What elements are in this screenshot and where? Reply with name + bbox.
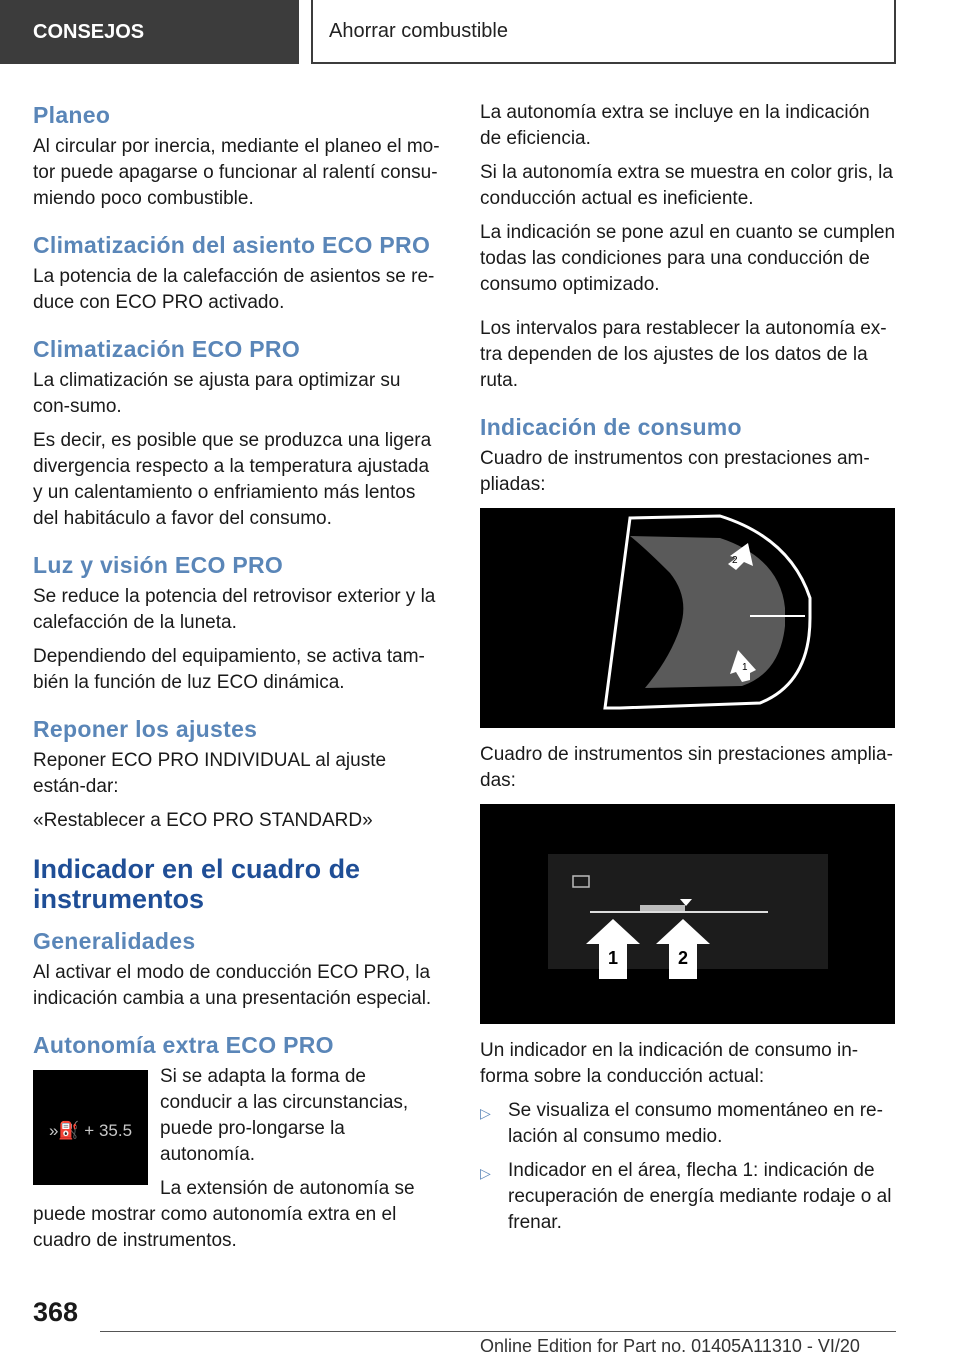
section-label: CONSEJOS <box>33 20 145 43</box>
chapter-title <box>311 0 896 64</box>
paragraph: «Restablecer a ECO PRO STANDARD» <box>33 810 373 831</box>
arrow-label: 2 <box>678 948 689 968</box>
paragraph: Un indicador en la indicación de consumo in-forma sobre la conducción actual: <box>480 1040 859 1087</box>
heading-autonomia: Autonomía extra ECO PRO <box>33 1032 334 1058</box>
edition-note: Online Edition for Part no. 01405A11310 - VI/20 <box>480 1336 860 1356</box>
heading-generalidades: Generalidades <box>33 928 196 954</box>
heading-luz: Luz y visión ECO PRO <box>33 552 284 578</box>
paragraph: La climatización se ajusta para optimizar su con-sumo. <box>33 370 401 417</box>
paragraph: Si la autonomía extra se muestra en color gris, la conducción actual es ineficiente. <box>480 162 893 209</box>
eco-range-readout: »⛽ + 35.5 <box>48 1121 133 1140</box>
paragraph: Al circular por inercia, mediante el planeo el mo-tor puede apagarse o funcionar al ralentí consu-miendo poco combustible. <box>33 136 440 209</box>
footer-divider <box>100 1331 896 1332</box>
heading-clima: Climatización ECO PRO <box>33 336 301 362</box>
heading-consumo: Indicación de consumo <box>480 414 742 440</box>
section-tab <box>0 0 299 64</box>
triangle-bullet-icon: ▷ <box>480 1105 491 1121</box>
cluster-extended-graphic <box>480 508 895 728</box>
heading-planeo: Planeo <box>33 102 111 128</box>
heading-asiento: Climatización del asiento ECO PRO <box>33 232 431 258</box>
arrow-label: 1 <box>608 948 619 968</box>
paragraph: Al activar el modo de conducción ECO PRO, la indicación cambia a una presentación especial. <box>33 962 432 1009</box>
paragraph: Cuadro de instrumentos con prestaciones am-pliadas: <box>480 448 870 495</box>
heading-indicador: Indicador en el cuadro de instrumentos <box>33 854 361 914</box>
eco-range-display-image <box>33 1070 148 1185</box>
list-item-text: Indicador en el área, flecha 1: indicación de recuperación de energía mediante rodaje o al frenar. <box>508 1160 892 1233</box>
paragraph: La extensión de autonomía se puede mostrar como autonomía extra en el cuadro de instrumentos. <box>33 1178 415 1251</box>
paragraph: Cuadro de instrumentos sin prestaciones amplia-das: <box>480 744 893 791</box>
heading-reponer: Reponer los ajustes <box>33 716 258 742</box>
page-number: 368 <box>33 1297 79 1327</box>
paragraph: Si se adapta la forma de conducir a las circunstancias, puede pro-longarse la autonomía. <box>160 1066 409 1165</box>
triangle-bullet-icon: ▷ <box>480 1165 491 1181</box>
paragraph: La potencia de la calefacción de asientos se re-duce con ECO PRO activado. <box>33 266 435 313</box>
list-item <box>480 1098 896 1150</box>
paragraph: Reponer ECO PRO INDIVIDUAL al ajuste están-dar: <box>33 750 387 797</box>
right-column <box>480 100 896 1244</box>
paragraph: Se reduce la potencia del retrovisor exterior y la calefacción de la luneta. <box>33 586 436 633</box>
arrow-label: 2 <box>732 555 738 566</box>
paragraph: Los intervalos para restablecer la autonomía ex-tra dependen de los ajustes de los datos de la ruta. <box>480 318 887 391</box>
paragraph: Es decir, es posible que se produzca una ligera divergencia respecto a la temperatura ajustada y un calentamiento o enfriamiento más lentos del habitáculo a favor del consumo. <box>33 430 432 529</box>
paragraph: La indicación se pone azul en cuanto se cumplen todas las condiciones para una conducción de consumo optimizado. <box>480 222 896 295</box>
chapter-title-text: Ahorrar combustible <box>329 19 508 42</box>
cluster-standard-graphic <box>480 804 895 1024</box>
left-column <box>33 100 441 1262</box>
autonomia-block <box>33 1064 441 1254</box>
cluster-extended-figure <box>480 508 895 728</box>
list-item <box>480 1158 896 1236</box>
arrow-label: 1 <box>742 662 748 673</box>
list-item-text: Se visualiza el consumo momentáneo en re-lación al consumo medio. <box>508 1100 883 1147</box>
cluster-standard-figure <box>480 804 895 1024</box>
paragraph: Dependiendo del equipamiento, se activa tam-bién la función de luz ECO dinámica. <box>33 646 425 693</box>
paragraph: La autonomía extra se incluye en la indicación de eficiencia. <box>480 102 870 149</box>
